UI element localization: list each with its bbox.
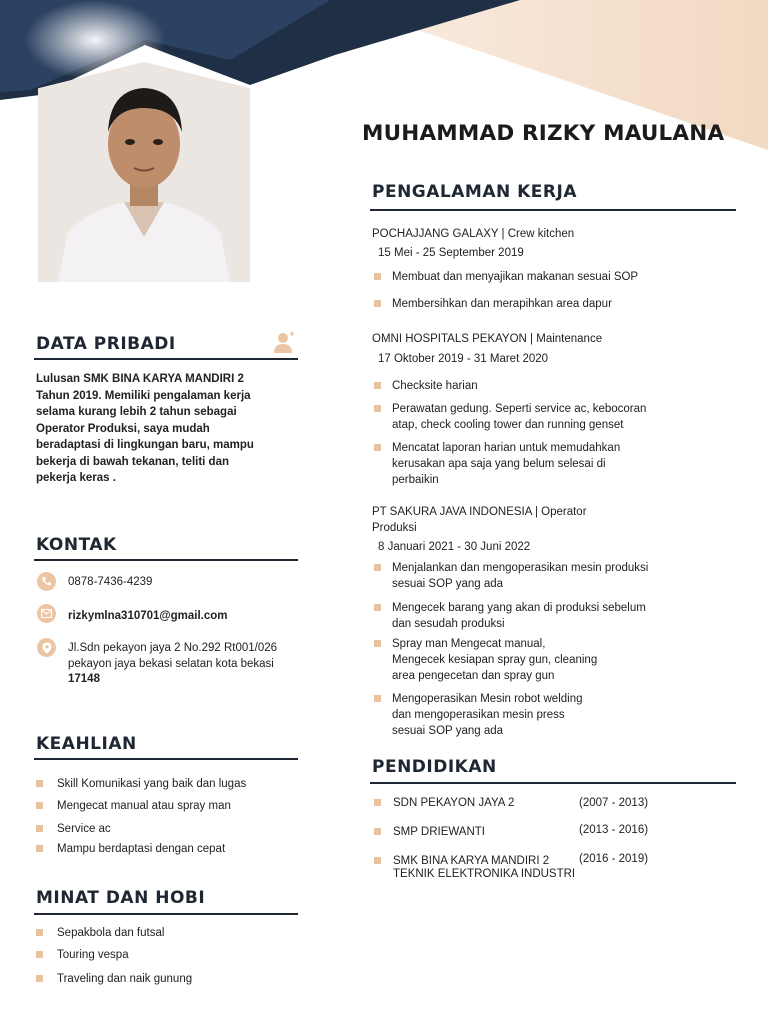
list-bullet [374, 640, 381, 647]
job-company: PT SAKURA JAVA INDONESIA | Operator Produksi [372, 506, 587, 534]
school-name: SDN PEKAYON JAYA 2 [393, 797, 515, 809]
job-duty: Membersihkan dan merapihkan area dapur [392, 298, 612, 310]
minat-divider [34, 913, 298, 915]
keahlian-title: KEAHLIAN [36, 734, 137, 754]
kontak-title: KONTAK [36, 535, 117, 555]
school-name: SMK BINA KARYA MANDIRI 2 [393, 855, 550, 867]
list-bullet [374, 444, 381, 451]
school-major: TEKNIK ELEKTRONIKA INDUSTRI [393, 868, 576, 880]
hobby-item: Sepakbola dan futsal [57, 927, 165, 939]
school-years: (2013 - 2016) [579, 824, 649, 836]
list-bullet [36, 929, 43, 936]
job-duty: Menjalankan dan mengoperasikan mesin produksi sesuai SOP yang ada [392, 562, 649, 590]
job-duty: Membuat dan menyajikan makanan sesuai SOP [392, 271, 639, 283]
phone-number[interactable]: 0878-7436-4239 [68, 576, 153, 588]
pengalaman-divider [370, 209, 736, 211]
skill-item: Skill Komunikasi yang baik dan lugas [57, 778, 247, 790]
list-bullet [374, 382, 381, 389]
job-date: 17 Oktober 2019 - 31 Maret 2020 [378, 353, 549, 365]
job-duty: Mengecek barang yang akan di produksi sebelum dan sesudah produksi [392, 602, 646, 630]
job-company: OMNI HOSPITALS PEKAYON | Maintenance [372, 333, 603, 345]
school-years: (2016 - 2019) [579, 853, 649, 865]
data-pribadi-divider [34, 358, 298, 360]
list-bullet [36, 951, 43, 958]
pendidikan-title: PENDIDIKAN [372, 757, 497, 777]
hobby-item: Traveling dan naik gunung [57, 973, 193, 985]
profile-photo [38, 62, 250, 282]
job-date: 15 Mei - 25 September 2019 [378, 247, 524, 259]
candidate-name: MUHAMMAD RIZKY MAULANA [362, 121, 725, 146]
kontak-divider [34, 559, 298, 561]
school-years: (2007 - 2013) [579, 797, 649, 809]
job-duty: Mengoperasikan Mesin robot welding dan mengoperasikan mesin press sesuai SOP yang ada [392, 693, 583, 737]
pendidikan-divider [370, 782, 736, 784]
list-bullet [374, 828, 381, 835]
job-company: POCHAJJANG GALAXY | Crew kitchen [372, 228, 575, 240]
email-address[interactable]: rizkymlna310701@gmail.com [68, 610, 228, 622]
school-name: SMP DRIEWANTI [393, 826, 486, 838]
list-bullet [374, 799, 381, 806]
person-icon [272, 330, 296, 354]
profile-summary: Lulusan SMK BINA KARYA MANDIRI 2 Tahun 2019. Memiliki pengalaman kerja selama kurang lebih 2 tahun sebagai Operator Produksi, saya mudah beradaptasi di lingkungan baru, mampu bekerja di bawah tekanan, teliti dan pekerja keras . [36, 373, 254, 484]
phone-icon [37, 572, 56, 591]
location-icon [37, 638, 56, 657]
job-duty: Spray man Mengecat manual, Mengecek kesiapan spray gun, cleaning area pengecetan dan spray gun [392, 638, 598, 682]
list-bullet [36, 780, 43, 787]
list-bullet [374, 564, 381, 571]
skill-item: Mengecat manual atau spray man [57, 800, 231, 812]
list-bullet [374, 273, 381, 280]
list-bullet [36, 845, 43, 852]
list-bullet [374, 695, 381, 702]
job-duty: Mencatat laporan harian untuk memudahkan kerusakan apa saja yang belum selesai di perbaikin [392, 442, 621, 486]
minat-title: MINAT DAN HOBI [36, 888, 206, 908]
list-bullet [374, 300, 381, 307]
list-bullet [374, 604, 381, 611]
job-date: 8 Januari 2021 - 30 Juni 2022 [378, 541, 531, 553]
skill-item: Service ac [57, 823, 111, 835]
list-bullet [374, 857, 381, 864]
keahlian-divider [34, 758, 298, 760]
list-bullet [36, 825, 43, 832]
address: Jl.Sdn pekayon jaya 2 No.292 Rt001/026 pekayon jaya bekasi selatan kota bekasi 17148 [68, 642, 278, 685]
pengalaman-title: PENGALAMAN KERJA [372, 182, 577, 202]
email-icon [37, 604, 56, 623]
list-bullet [374, 405, 381, 412]
list-bullet [36, 975, 43, 982]
data-pribadi-title: DATA PRIBADI [36, 334, 176, 354]
skill-item: Mampu berdaptasi dengan cepat [57, 843, 226, 855]
list-bullet [36, 802, 43, 809]
hobby-item: Touring vespa [57, 949, 129, 961]
job-duty: Checksite harian [392, 380, 478, 392]
job-duty: Perawatan gedung. Seperti service ac, kebocoran atap, check cooling tower dan running genset [392, 403, 647, 431]
